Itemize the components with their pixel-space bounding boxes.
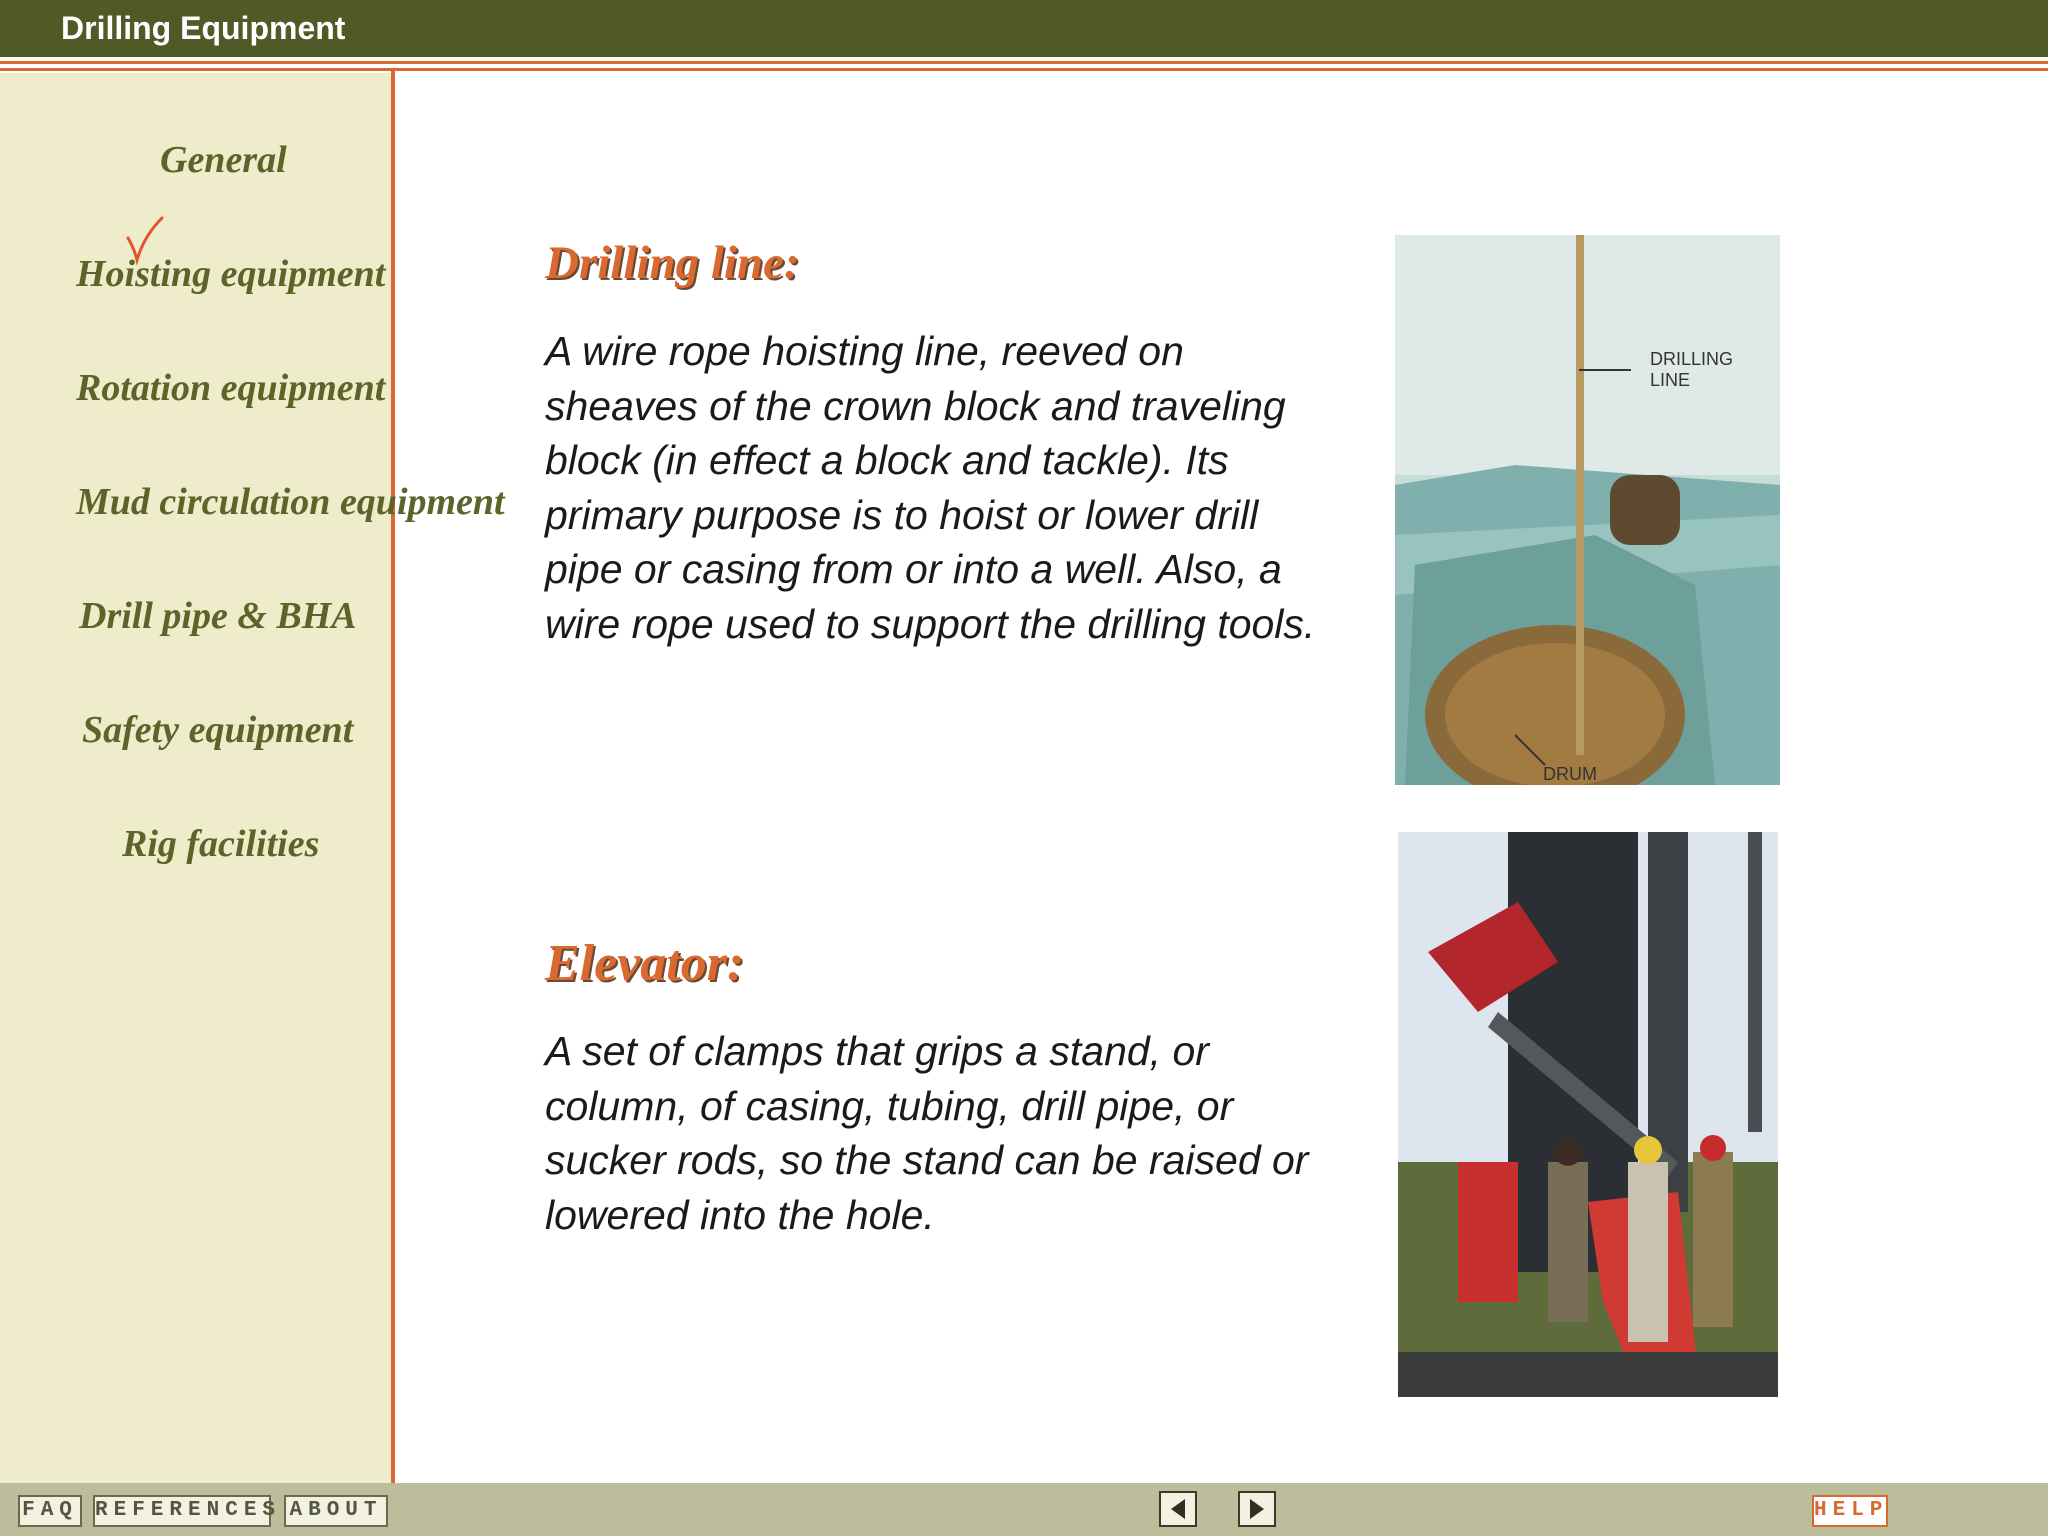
sidebar-item-drill-pipe-bha[interactable]: Drill pipe & BHA [79, 595, 357, 637]
arrow-right-icon [1240, 1493, 1274, 1525]
drum-label: DRUM [1543, 764, 1597, 784]
previous-page-button[interactable] [1159, 1491, 1197, 1527]
sidebar-item-mud-circulation-equipment[interactable]: Mud circulation equipment [76, 481, 505, 523]
checkmark-icon [124, 214, 170, 268]
sidebar-divider [391, 71, 395, 1483]
elevator-heading: Elevator: [545, 935, 745, 992]
drilling-line-heading: Drilling line: [545, 237, 800, 289]
sidebar-item-safety-equipment[interactable]: Safety equipment [82, 709, 354, 751]
drilling-line-label-2: LINE [1650, 370, 1691, 390]
header-divider-secondary [0, 68, 2048, 71]
arrow-left-icon [1161, 1493, 1195, 1525]
header-divider [0, 61, 2048, 64]
sidebar-item-hoisting-equipment[interactable]: Hoisting equipment [76, 253, 386, 295]
next-page-button[interactable] [1238, 1491, 1276, 1527]
references-button[interactable]: REFERENCES [93, 1495, 271, 1527]
title-bar [0, 0, 2048, 57]
sidebar-item-rotation-equipment[interactable]: Rotation equipment [76, 367, 386, 409]
elevator-photo [1398, 832, 1778, 1397]
drilling-line-photo [1395, 235, 1780, 785]
drilling-line-label: DRILLING [1650, 349, 1734, 369]
help-button[interactable]: HELP [1812, 1495, 1888, 1527]
sidebar-item-rig-facilities[interactable]: Rig facilities [122, 823, 320, 865]
sidebar-item-general[interactable]: General [160, 139, 287, 181]
faq-button[interactable]: FAQ [18, 1495, 82, 1527]
elevator-description: A set of clamps that grips a stand, or column, of casing, tubing, drill pipe, or sucker rods, so the stand can be raised or lowered into the hole. [545, 1028, 1309, 1238]
about-button[interactable]: ABOUT [284, 1495, 388, 1527]
drilling-line-description: A wire rope hoisting line, reeved on sheaves of the crown block and traveling block (in effect a block and tackle). Its primary purpose is to hoist or lower drill pipe or casing from or into a well. Also, a wire rope used to support the drilling tools. [545, 328, 1316, 647]
page-title: Drilling Equipment [61, 10, 346, 46]
